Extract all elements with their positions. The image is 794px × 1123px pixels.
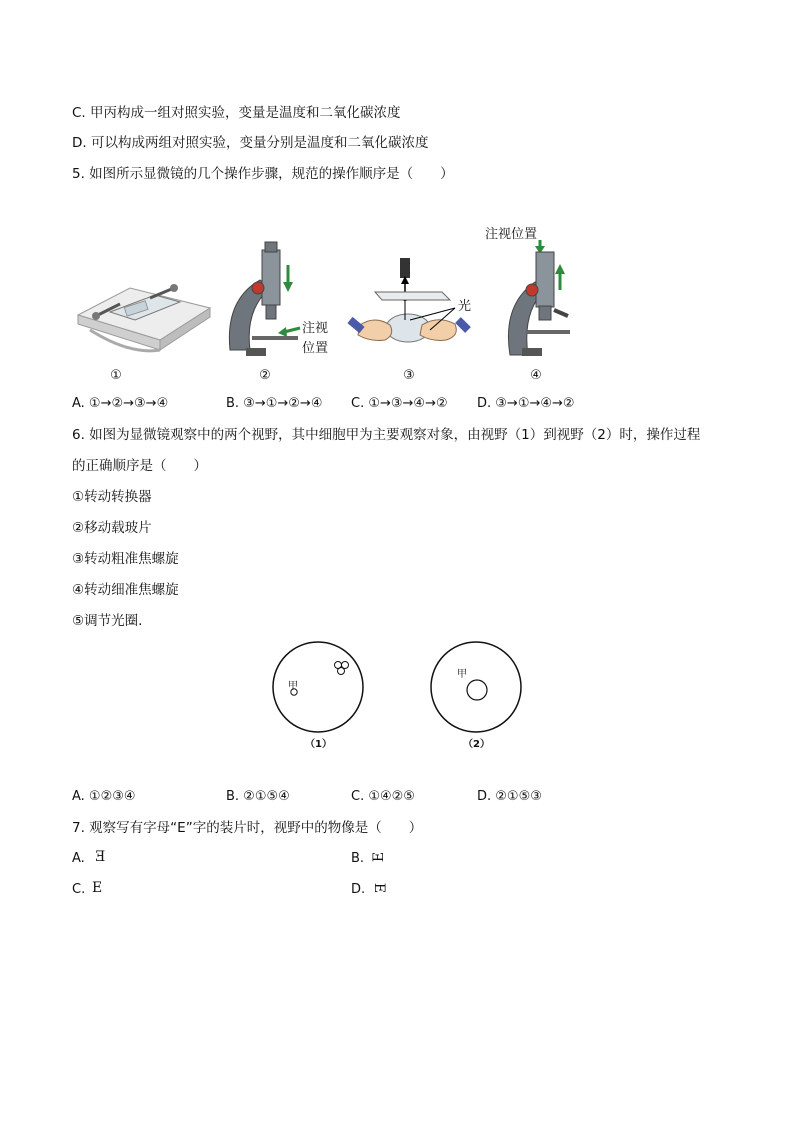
q5-option-d: D. ③→①→④→② — [477, 396, 575, 411]
q6-step-5: ⑤调节光圈. — [72, 613, 143, 629]
view2 — [431, 642, 521, 732]
q5-stem: 5. 如图所示显微镜的几个操作步骤，规范的操作顺序是（ ） — [72, 166, 454, 182]
q7-option-a-glyph: E — [95, 849, 106, 865]
q5-fig-label-1: ① — [110, 368, 122, 383]
step2-microscope-lowering — [229, 242, 328, 356]
step3-adjust-mirror — [350, 258, 471, 342]
step4-microscope-raising — [485, 227, 570, 356]
q7-stem: 7. 观察写有字母“E”字的装片时，视野中的物像是（ ） — [72, 820, 423, 836]
q6-step-3: ③转动粗准焦螺旋 — [72, 551, 179, 567]
step3-note-light: 光 — [458, 299, 472, 314]
q7-option-b-glyph: E — [371, 851, 388, 863]
view1-field — [273, 642, 363, 732]
q6-option-a: A. ①②③④ — [72, 789, 136, 804]
step2-note-watch: 注视 — [302, 321, 329, 336]
step2-note-position: 位置 — [302, 341, 329, 356]
q5-option-c: C. ①→③→④→② — [351, 396, 448, 411]
q5-fig-label-3: ③ — [403, 368, 415, 383]
q5-fig-label-4: ④ — [530, 368, 542, 383]
q5-option-b: B. ③→①→②→④ — [226, 396, 323, 411]
q6-stem-line1: 6. 如图为显微镜观察中的两个视野，其中细胞甲为主要观察对象，由视野（1）到视野（2）时，操作过程 — [72, 427, 701, 443]
view2-cell-jia — [467, 680, 487, 700]
view1 — [273, 642, 363, 732]
q7-option-a: A. — [72, 851, 85, 866]
step4-note-watch-position: 注视位置 — [485, 227, 538, 242]
view2-cell-label: 甲 — [457, 669, 467, 680]
view1-cell-label: 甲 — [288, 681, 298, 692]
q6-step-2: ②移动载玻片 — [72, 520, 152, 536]
view2-label: （2） — [463, 739, 490, 750]
q7-option-c: C. — [72, 882, 86, 897]
view2-field — [431, 642, 521, 732]
q6-option-d: D. ②①⑤③ — [477, 789, 542, 804]
q6-option-b: B. ②①⑤④ — [226, 789, 290, 804]
q6-view-figure — [265, 640, 535, 760]
q4-option-c: C. 甲丙构成一组对照实验，变量是温度和二氧化碳浓度 — [72, 105, 401, 121]
q5-option-a: A. ①→②→③→④ — [72, 396, 169, 411]
q6-step-1: ①转动转换器 — [72, 489, 152, 505]
q5-microscope-figure — [70, 220, 590, 390]
q6-stem-line2: 的正确顺序是（ ） — [72, 458, 207, 474]
q7-option-d-glyph: E — [371, 882, 388, 894]
step1-slide-on-stage — [78, 284, 210, 351]
q6-option-c: C. ①④②⑤ — [351, 789, 415, 804]
q6-step-4: ④转动细准焦螺旋 — [72, 582, 179, 598]
q4-option-d: D. 可以构成两组对照实验，变量分别是温度和二氧化碳浓度 — [72, 135, 429, 151]
q7-option-d: D. — [351, 882, 366, 897]
q5-fig-label-2: ② — [259, 368, 271, 383]
view1-label: （1） — [305, 739, 332, 750]
q7-option-c-glyph: E — [92, 880, 103, 896]
q7-option-b: B. — [351, 851, 365, 866]
